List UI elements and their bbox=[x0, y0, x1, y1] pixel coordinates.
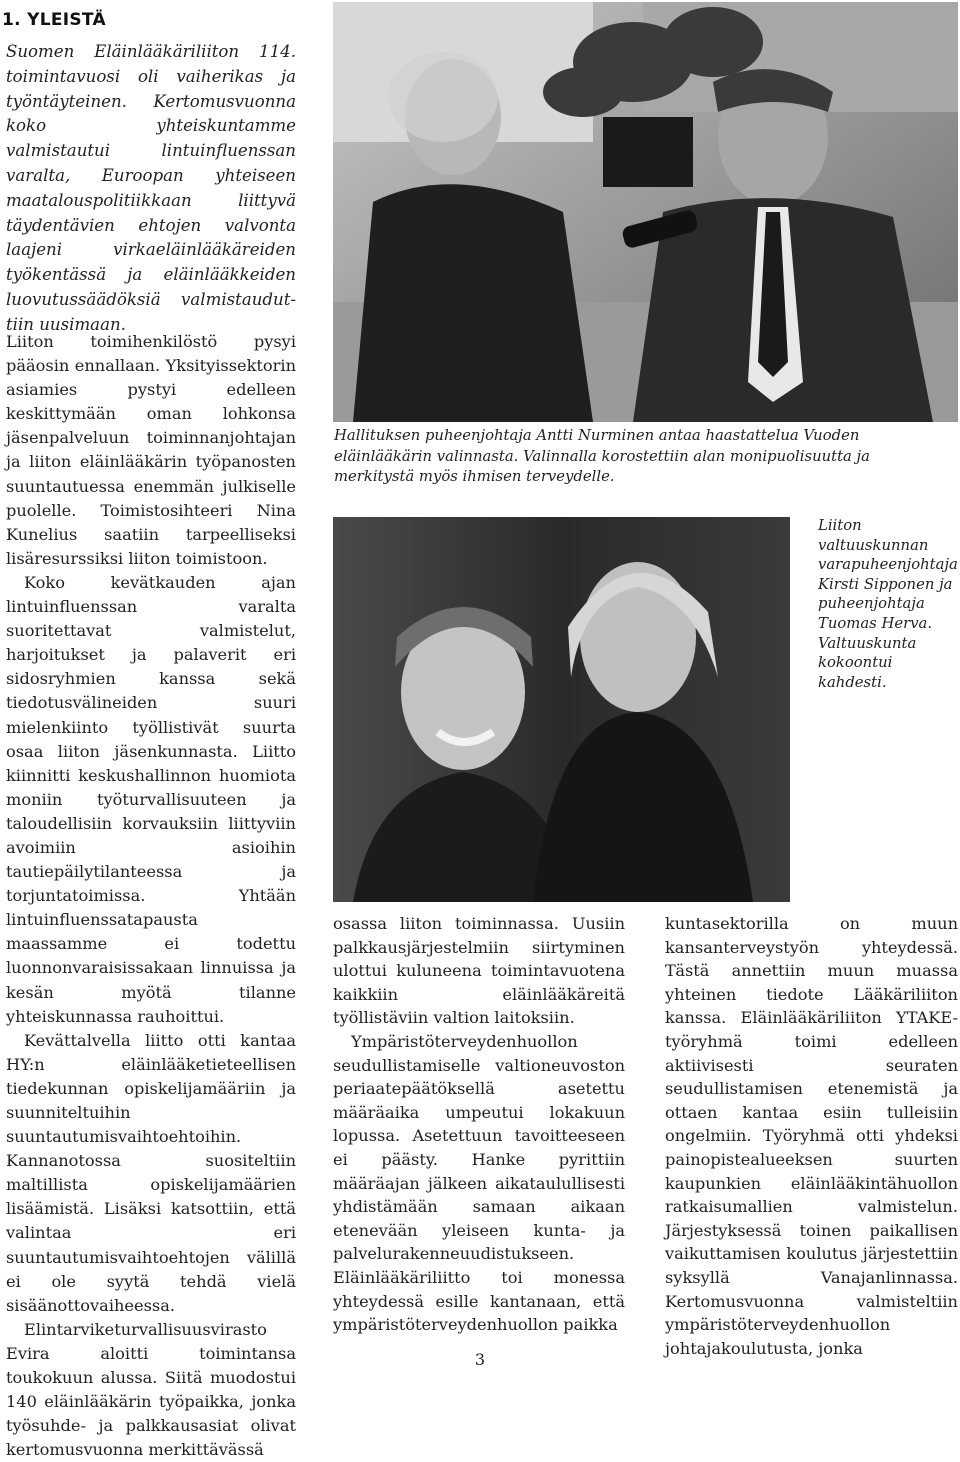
paragraph: osassa liiton toiminnassa. Uusiin palkkausjärjestelmiin siirtyminen ulottui kuluneena toimintavuotena kaikkiin eläinlääkäreitä työllistäviin valtion laitoksiin. bbox=[333, 914, 625, 1028]
paragraph: Ympäristöterveydenhuollon seudullistamiselle valtioneuvoston periaatepäätöksellä asetettu määräaika umpeutui lokakuun lopussa. Asetettuun tavoitteeseen ei päästy. Hanke pyrittiin määräajan jälkeen aikataulullisesti yhdistämään samaan aikaan etenevään yleiseen kunta- ja palvelurakenneuudistukseen. Eläinlääkäriliitto toi monessa yhteydessä esille kantanaan, että ympäristöterveydenhuollon paikka bbox=[333, 1031, 625, 1335]
interview-photo-illustration bbox=[333, 2, 958, 422]
paragraph: Liiton toimihenkilöstö pysyi pääosin ennallaan. Yksityissektorin asiamies pystyi edelleen keskittymään oman lohkonsa jäsenpalveluun toiminnanjohtajan ja liiton eläinlääkärin työpanosten suuntautuessa enemmän julkiselle puolelle. Toimistosihteeri Nina Kunelius saatiin tarpeelliseksi lisäresurssiksi liiton toimistoon. bbox=[6, 332, 296, 568]
council-leaders-photo bbox=[333, 517, 790, 902]
paragraph: Kevättalvella liitto otti kantaa HY:n eläinlääketieteellisen tiedekunnan opiskelijamääriin ja suunniteltuihin suuntautumisvaihtoehtoihin. Kannanotossa suositeltiin maltillista opiskelijamäärien lisäämistä. Lisäksi katsottiin, että valintaa eri suuntautumisvaihtoehtojen välillä ei ole syytä tehdä vielä sisäänottovaiheessa. bbox=[6, 1030, 296, 1315]
paragraph: Elintarviketurvallisuusvirasto Evira aloitti toimintansa toukokuun alussa. Siitä muodostui 140 eläinlääkärin työpaikka, jonka työsuhde- ja palkkausasiat olivat kertomusvuonna merkittävässä bbox=[6, 1319, 296, 1460]
paragraph: kuntasektorilla on muun kansanterveystyön yhteydessä. Tästä annettiin muun muassa yhteinen tiedote Lääkäriliiton kanssa. Eläinlääkäriliiton YTAKE-työryhmä toimi edelleen aktiivisesti seuraten seudullistamisen etenemistä ja ottaen kantaa esiin tulleisiin ongelmiin. Työryhmä otti yhdeksi painopistealueeksen suurten kaupunkien eläinlääkintähuollon ratkaisumallien valmistelun. Järjestyksessä toinen paikallisen vaikuttamisen koulutus järjestettiin syksyllä Vanajanlinnassa. Kertomusvuonna valmisteltiin ympäristöterveydenhuollon johtajakoulutusta, jonka bbox=[665, 914, 958, 1358]
text-column-left bbox=[6, 330, 296, 1462]
text-column-middle bbox=[333, 912, 625, 1337]
interview-photo bbox=[333, 2, 958, 422]
council-leaders-illustration bbox=[333, 517, 790, 902]
text-column-right bbox=[665, 912, 958, 1360]
section-heading: 1. YLEISTÄ bbox=[2, 10, 106, 30]
photo-caption-interview: Hallituksen puheenjohtaja Antti Nurminen antaa haastattelua Vuoden eläinlääkärin valinnasta. Valinnalla korostettiin alan monipuolisuutta ja merkitystä myös ihmisen terveydelle. bbox=[334, 427, 870, 485]
photo-caption-council: Liiton valtuuskunnan varapuheenjohtaja Kirsti Sipponen ja puheenjohtaja Tuomas Herva. Valtuuskunta kokoontui kahdesti. bbox=[818, 517, 958, 691]
paragraph: Koko kevätkauden ajan lintuinfluenssan varalta suoritettavat valmistelut, harjoitukset ja palaverit eri sidosryhmien kanssa sekä tiedotusvälineiden suuri mielenkiinto työllistivät suurta osaa liiton jäsenkunnasta. Liitto kiinnitti keskushallinnon huomiota moniin työturvallisuuteen ja taloudellisiin korvauksiin liittyviin avoimiin asioihin tautiepäilytilanteessa ja torjuntatoimissa. Yhtään lintuinfluenssatapausta maassamme ei todettu luonnonvaraisissakaan linnuissa ja kesän myötä tilanne yhteiskunnassa rauhoittui. bbox=[6, 572, 296, 1026]
page-number: 3 bbox=[474, 1350, 486, 1369]
lead-paragraph: Suomen Eläinlääkäriliiton 114. toimintavuosi oli vaiherikas ja työntäyteinen. Kertomusvuonna koko yhteiskuntamme valmistautui lintuinfluenssan varalta, Euroopan yhteiseen maatalouspolitiikkaan liittyvä täydentävien ehtojen valvonta laajeni virkaeläinlääkäreiden työkentässä ja eläinlääkkeiden luovutussäädöksiä valmistauduttiin uusimaan. bbox=[6, 42, 296, 334]
